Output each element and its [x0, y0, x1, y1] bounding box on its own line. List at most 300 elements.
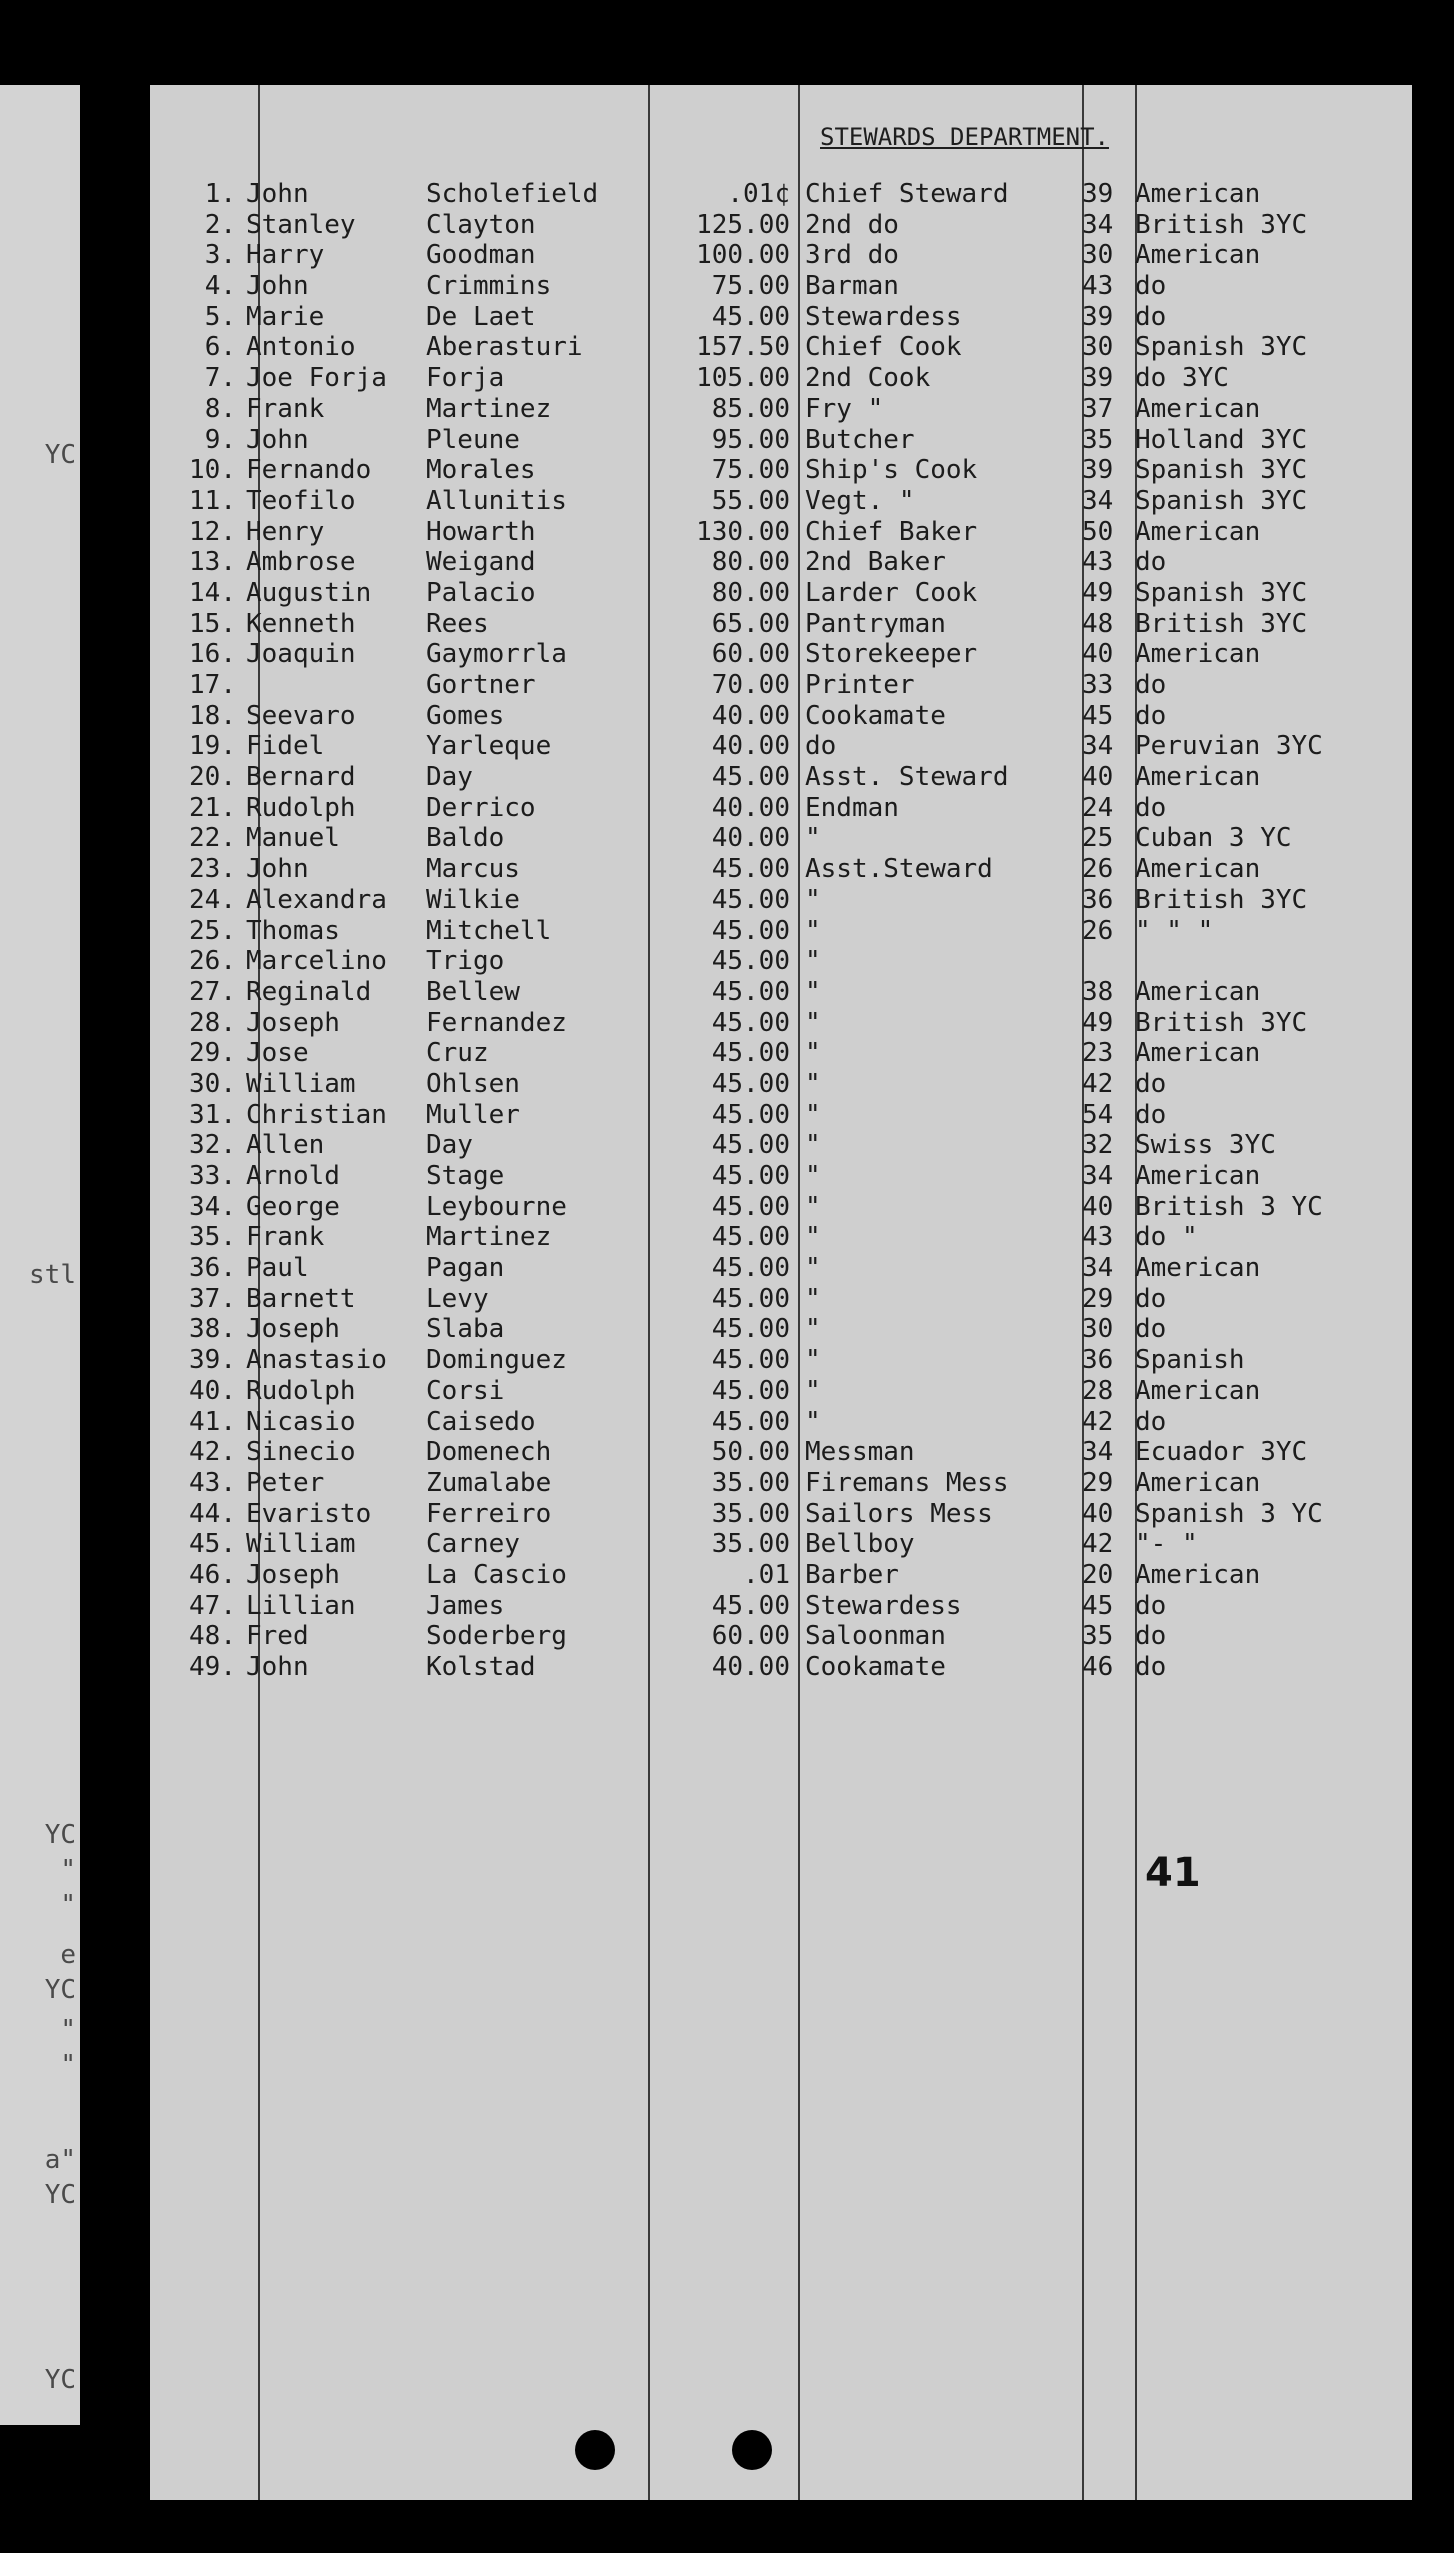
row-number-cell: 25.: [189, 915, 236, 946]
table-row: [150, 823, 1412, 854]
wage-cell: 45.00: [711, 1314, 790, 1345]
rating-cell: Chief Steward: [805, 179, 1009, 209]
row-number-cell: 38.: [189, 1314, 236, 1345]
last-name-cell: Kolstad: [426, 1652, 536, 1682]
row-number-cell: 26.: [189, 946, 236, 977]
row-number-cell: 2.: [204, 209, 236, 240]
rating-cell: do: [805, 731, 837, 762]
table-row: [150, 609, 1412, 640]
table-row: [150, 210, 1412, 241]
table-row: [150, 547, 1412, 578]
nationality-cell: American: [1135, 762, 1261, 793]
nationality-cell: do: [1135, 1068, 1167, 1099]
row-number-cell: 33.: [189, 1161, 236, 1191]
nationality-cell: American: [1135, 1375, 1261, 1406]
wage-cell: 45.00: [711, 762, 790, 793]
table-row: [150, 179, 1412, 210]
age-cell: 34: [1082, 485, 1114, 516]
last-name-cell: Baldo: [426, 823, 505, 854]
strip-fragment: stl: [29, 1260, 76, 1290]
first-name-cell: Kenneth: [246, 608, 356, 639]
row-number-cell: 48.: [189, 1621, 236, 1652]
wage-cell: 55.00: [711, 485, 790, 516]
rating-cell: ": [805, 1130, 821, 1161]
last-name-cell: Forja: [426, 363, 505, 394]
strip-fragment: e: [60, 1940, 76, 1970]
age-cell: 35: [1082, 424, 1114, 455]
wage-cell: 75.00: [711, 455, 790, 486]
first-name-cell: Rudolph: [246, 792, 356, 823]
wage-cell: 45.00: [711, 1161, 790, 1191]
last-name-cell: Pagan: [426, 1253, 505, 1284]
age-cell: 20: [1082, 1559, 1114, 1590]
first-name-cell: Henry: [246, 516, 325, 547]
wage-cell: 45.00: [711, 884, 790, 915]
table-row: [150, 1529, 1412, 1560]
wage-cell: 60.00: [711, 639, 790, 670]
rating-cell: ": [805, 976, 821, 1007]
first-name-cell: Teofilo: [246, 485, 356, 516]
rating-cell: Cookamate: [805, 1652, 946, 1682]
wage-cell: .01: [743, 1559, 790, 1590]
table-row: [150, 1069, 1412, 1100]
rating-cell: ": [805, 1099, 821, 1130]
nationality-cell: American: [1135, 1161, 1261, 1191]
nationality-cell: American: [1135, 240, 1261, 271]
last-name-cell: Dominguez: [426, 1345, 567, 1376]
age-cell: 38: [1082, 976, 1114, 1007]
table-row: [150, 1621, 1412, 1652]
first-name-cell: Joseph: [246, 1314, 340, 1345]
first-name-cell: Evaristo: [246, 1498, 372, 1529]
table-row: [150, 425, 1412, 456]
row-number-cell: 29.: [189, 1038, 236, 1069]
age-cell: 40: [1082, 1191, 1114, 1222]
nationality-cell: American: [1135, 1038, 1261, 1069]
first-name-cell: Frank: [246, 1222, 325, 1253]
table-row: [150, 670, 1412, 701]
table-row: [150, 1008, 1412, 1039]
wage-cell: 85.00: [711, 393, 790, 424]
last-name-cell: Marcus: [426, 854, 520, 885]
rating-cell: ": [805, 1191, 821, 1222]
last-name-cell: Levy: [426, 1283, 489, 1314]
table-row: [150, 762, 1412, 793]
table-row: [150, 455, 1412, 486]
wage-cell: 40.00: [711, 700, 790, 731]
wage-cell: 45.00: [711, 1007, 790, 1038]
rating-cell: 3rd do: [805, 240, 899, 271]
wage-cell: 40.00: [711, 1652, 790, 1682]
age-cell: 39: [1082, 179, 1114, 209]
row-number-cell: 47.: [189, 1590, 236, 1621]
rating-cell: Barman: [805, 271, 899, 302]
age-cell: 33: [1082, 670, 1114, 700]
age-cell: 36: [1082, 1345, 1114, 1376]
first-name-cell: Reginald: [246, 976, 372, 1007]
wage-cell: 45.00: [711, 1345, 790, 1376]
nationality-cell: British 3YC: [1135, 884, 1308, 915]
first-name-cell: Marcelino: [246, 946, 387, 977]
first-name-cell: Joe Forja: [246, 363, 387, 394]
row-number-cell: 7.: [204, 363, 236, 394]
last-name-cell: Ferreiro: [426, 1498, 552, 1529]
wage-cell: 130.00: [696, 516, 790, 547]
nationality-cell: do: [1135, 1099, 1167, 1130]
first-name-cell: Sinecio: [246, 1437, 356, 1468]
row-number-cell: 23.: [189, 854, 236, 885]
table-row: [150, 1591, 1412, 1622]
nationality-cell: American: [1135, 639, 1261, 670]
rating-cell: Butcher: [805, 424, 915, 455]
first-name-cell: Peter: [246, 1467, 325, 1498]
row-number-cell: 17.: [189, 670, 236, 700]
row-number-cell: 11.: [189, 485, 236, 516]
age-cell: 39: [1082, 455, 1114, 486]
rating-cell: Stewardess: [805, 1590, 962, 1621]
rating-cell: ": [805, 1222, 821, 1253]
row-number-cell: 34.: [189, 1191, 236, 1222]
age-cell: 30: [1082, 332, 1114, 363]
last-name-cell: Fernandez: [426, 1007, 567, 1038]
nationality-cell: American: [1135, 854, 1261, 885]
punch-hole: [732, 2430, 772, 2470]
wage-cell: 45.00: [711, 854, 790, 885]
wage-cell: 50.00: [711, 1437, 790, 1468]
row-number-cell: 16.: [189, 639, 236, 670]
nationality-cell: American: [1135, 516, 1261, 547]
first-name-cell: Manuel: [246, 823, 340, 854]
wage-cell: 65.00: [711, 608, 790, 639]
row-number-cell: 49.: [189, 1652, 236, 1682]
strip-fragment: YC: [44, 1820, 76, 1850]
wage-cell: 35.00: [711, 1498, 790, 1529]
last-name-cell: Goodman: [426, 240, 536, 271]
first-name-cell: Alexandra: [246, 884, 387, 915]
table-row: [150, 1130, 1412, 1161]
age-cell: 23: [1082, 1038, 1114, 1069]
first-name-cell: Paul: [246, 1253, 309, 1284]
row-number-cell: 24.: [189, 884, 236, 915]
age-cell: 29: [1082, 1467, 1114, 1498]
rating-cell: Bellboy: [805, 1529, 915, 1560]
last-name-cell: James: [426, 1590, 505, 1621]
table-row: [150, 1253, 1412, 1284]
last-name-cell: Weigand: [426, 547, 536, 578]
nationality-cell: Ecuador 3YC: [1135, 1437, 1308, 1468]
nationality-cell: do 3YC: [1135, 363, 1229, 394]
row-number-cell: 12.: [189, 516, 236, 547]
rating-cell: Chief Cook: [805, 332, 962, 363]
age-cell: 45: [1082, 700, 1114, 731]
table-row: [150, 271, 1412, 302]
adjacent-page-strip: [0, 85, 80, 2425]
strip-fragment: ": [60, 2015, 76, 2045]
table-row: [150, 977, 1412, 1008]
last-name-cell: Zumalabe: [426, 1467, 552, 1498]
wage-cell: 80.00: [711, 547, 790, 578]
rating-cell: ": [805, 1038, 821, 1069]
age-cell: 49: [1082, 1007, 1114, 1038]
last-name-cell: Cruz: [426, 1038, 489, 1069]
row-number-cell: 27.: [189, 976, 236, 1007]
age-cell: 48: [1082, 608, 1114, 639]
rating-cell: 2nd do: [805, 209, 899, 240]
nationality-cell: Swiss 3YC: [1135, 1130, 1276, 1161]
table-row: [150, 1222, 1412, 1253]
nationality-cell: do ": [1135, 1222, 1198, 1253]
row-number-cell: 13.: [189, 547, 236, 578]
wage-cell: 95.00: [711, 424, 790, 455]
age-cell: 39: [1082, 363, 1114, 394]
age-cell: 40: [1082, 639, 1114, 670]
first-name-cell: Harry: [246, 240, 325, 271]
row-number-cell: 1.: [204, 179, 236, 209]
table-row: [150, 1161, 1412, 1192]
age-cell: 42: [1082, 1406, 1114, 1437]
last-name-cell: Martinez: [426, 393, 552, 424]
wage-cell: 45.00: [711, 1099, 790, 1130]
age-cell: 54: [1082, 1099, 1114, 1130]
row-number-cell: 36.: [189, 1253, 236, 1284]
wage-cell: 45.00: [711, 301, 790, 332]
table-row: [150, 302, 1412, 333]
rating-cell: ": [805, 884, 821, 915]
wage-cell: 105.00: [696, 363, 790, 394]
first-name-cell: William: [246, 1068, 356, 1099]
table-row: [150, 793, 1412, 824]
table-row: [150, 486, 1412, 517]
row-number-cell: 5.: [204, 301, 236, 332]
last-name-cell: Martinez: [426, 1222, 552, 1253]
first-name-cell: John: [246, 424, 309, 455]
wage-cell: 45.00: [711, 1406, 790, 1437]
wage-cell: 45.00: [711, 1283, 790, 1314]
wage-cell: 157.50: [696, 332, 790, 363]
row-number-cell: 32.: [189, 1130, 236, 1161]
nationality-cell: do: [1135, 792, 1167, 823]
row-number-cell: 4.: [204, 271, 236, 302]
last-name-cell: Ohlsen: [426, 1068, 520, 1099]
age-cell: 32: [1082, 1130, 1114, 1161]
wage-cell: 40.00: [711, 823, 790, 854]
wage-cell: 45.00: [711, 1191, 790, 1222]
first-name-cell: Augustin: [246, 577, 372, 608]
table-row: [150, 701, 1412, 732]
last-name-cell: Rees: [426, 608, 489, 639]
wage-cell: 60.00: [711, 1621, 790, 1652]
age-cell: 30: [1082, 240, 1114, 271]
table-row: [150, 1437, 1412, 1468]
first-name-cell: Joseph: [246, 1559, 340, 1590]
nationality-cell: do: [1135, 547, 1167, 578]
last-name-cell: Gortner: [426, 670, 536, 700]
last-name-cell: Soderberg: [426, 1621, 567, 1652]
nationality-cell: Peruvian 3YC: [1135, 731, 1323, 762]
last-name-cell: Caisedo: [426, 1406, 536, 1437]
age-cell: 34: [1082, 1253, 1114, 1284]
row-number-cell: 14.: [189, 577, 236, 608]
first-name-cell: Barnett: [246, 1283, 356, 1314]
first-name-cell: Joseph: [246, 1007, 340, 1038]
last-name-cell: Day: [426, 762, 473, 793]
rating-cell: ": [805, 1161, 821, 1191]
page-number: 41: [1145, 1850, 1201, 1896]
first-name-cell: John: [246, 179, 309, 209]
first-name-cell: Anastasio: [246, 1345, 387, 1376]
first-name-cell: Fidel: [246, 731, 325, 762]
first-name-cell: William: [246, 1529, 356, 1560]
row-number-cell: 35.: [189, 1222, 236, 1253]
first-name-cell: Bernard: [246, 762, 356, 793]
wage-cell: 40.00: [711, 731, 790, 762]
crew-list-sheet: [150, 85, 1412, 2500]
row-number-cell: 10.: [189, 455, 236, 486]
rating-cell: ": [805, 946, 821, 977]
last-name-cell: Gomes: [426, 700, 505, 731]
nationality-cell: Spanish: [1135, 1345, 1245, 1376]
first-name-cell: Stanley: [246, 209, 356, 240]
age-cell: 26: [1082, 915, 1114, 946]
age-cell: 43: [1082, 271, 1114, 302]
row-number-cell: 3.: [204, 240, 236, 271]
first-name-cell: John: [246, 854, 309, 885]
rating-cell: Larder Cook: [805, 577, 978, 608]
last-name-cell: Morales: [426, 455, 536, 486]
wage-cell: 45.00: [711, 915, 790, 946]
last-name-cell: Bellew: [426, 976, 520, 1007]
last-name-cell: Trigo: [426, 946, 505, 977]
age-cell: 36: [1082, 884, 1114, 915]
nationality-cell: American: [1135, 393, 1261, 424]
rating-cell: Firemans Mess: [805, 1467, 1009, 1498]
last-name-cell: Yarleque: [426, 731, 552, 762]
row-number-cell: 40.: [189, 1375, 236, 1406]
nationality-cell: do: [1135, 700, 1167, 731]
nationality-cell: do: [1135, 1406, 1167, 1437]
row-number-cell: 18.: [189, 700, 236, 731]
nationality-cell: American: [1135, 976, 1261, 1007]
wage-cell: 45.00: [711, 1130, 790, 1161]
rating-cell: Endman: [805, 792, 899, 823]
row-number-cell: 8.: [204, 393, 236, 424]
strip-fragment: ": [60, 2050, 76, 2080]
table-row: [150, 916, 1412, 947]
first-name-cell: Allen: [246, 1130, 325, 1161]
nationality-cell: do: [1135, 1590, 1167, 1621]
wage-cell: .01¢: [727, 179, 790, 209]
first-name-cell: Rudolph: [246, 1375, 356, 1406]
table-row: [150, 394, 1412, 425]
rating-cell: ": [805, 1007, 821, 1038]
row-number-cell: 42.: [189, 1437, 236, 1468]
nationality-cell: do: [1135, 271, 1167, 302]
rating-cell: ": [805, 1253, 821, 1284]
nationality-cell: American: [1135, 1253, 1261, 1284]
rating-cell: Chief Baker: [805, 516, 978, 547]
table-row: [150, 1345, 1412, 1376]
last-name-cell: Muller: [426, 1099, 520, 1130]
age-cell: 46: [1082, 1652, 1114, 1682]
table-row: [150, 1376, 1412, 1407]
strip-fragment: YC: [44, 2365, 76, 2395]
nationality-cell: Spanish 3YC: [1135, 485, 1308, 516]
age-cell: 43: [1082, 1222, 1114, 1253]
last-name-cell: Crimmins: [426, 271, 552, 302]
department-heading: STEWARDS DEPARTMENT.: [820, 123, 1109, 151]
rating-cell: 2nd Baker: [805, 547, 946, 578]
rating-cell: Storekeeper: [805, 639, 978, 670]
strip-fragment: a": [44, 2145, 76, 2175]
first-name-cell: Lillian: [246, 1590, 356, 1621]
first-name-cell: Nicasio: [246, 1406, 356, 1437]
first-name-cell: Ambrose: [246, 547, 356, 578]
last-name-cell: La Cascio: [426, 1559, 567, 1590]
row-number-cell: 31.: [189, 1099, 236, 1130]
wage-cell: 80.00: [711, 577, 790, 608]
age-cell: 34: [1082, 209, 1114, 240]
age-cell: 43: [1082, 547, 1114, 578]
nationality-cell: "- ": [1135, 1529, 1198, 1560]
row-number-cell: 41.: [189, 1406, 236, 1437]
first-name-cell: Fernando: [246, 455, 372, 486]
nationality-cell: do: [1135, 1283, 1167, 1314]
rating-cell: ": [805, 1406, 821, 1437]
nationality-cell: British 3YC: [1135, 1007, 1308, 1038]
age-cell: 24: [1082, 792, 1114, 823]
rating-cell: Stewardess: [805, 301, 962, 332]
first-name-cell: John: [246, 271, 309, 302]
last-name-cell: Stage: [426, 1161, 505, 1191]
last-name-cell: Domenech: [426, 1437, 552, 1468]
table-row: [150, 578, 1412, 609]
row-number-cell: 19.: [189, 731, 236, 762]
last-name-cell: Slaba: [426, 1314, 505, 1345]
table-row: [150, 1038, 1412, 1069]
age-cell: 42: [1082, 1529, 1114, 1560]
last-name-cell: Derrico: [426, 792, 536, 823]
last-name-cell: Palacio: [426, 577, 536, 608]
wage-cell: 35.00: [711, 1467, 790, 1498]
age-cell: 40: [1082, 1498, 1114, 1529]
table-row: [150, 1314, 1412, 1345]
nationality-cell: Spanish 3YC: [1135, 332, 1308, 363]
rating-cell: Fry ": [805, 393, 884, 424]
row-number-cell: 37.: [189, 1283, 236, 1314]
rating-cell: Vegt. ": [805, 485, 915, 516]
first-name-cell: Fred: [246, 1621, 309, 1652]
rating-cell: Ship's Cook: [805, 455, 978, 486]
age-cell: 40: [1082, 762, 1114, 793]
nationality-cell: Spanish 3YC: [1135, 577, 1308, 608]
first-name-cell: John: [246, 1652, 309, 1682]
table-row: [150, 885, 1412, 916]
nationality-cell: " " ": [1135, 915, 1214, 946]
row-number-cell: 44.: [189, 1498, 236, 1529]
age-cell: 29: [1082, 1283, 1114, 1314]
punch-hole: [575, 2430, 615, 2470]
rating-cell: ": [805, 1314, 821, 1345]
age-cell: 35: [1082, 1621, 1114, 1652]
row-number-cell: 45.: [189, 1529, 236, 1560]
nationality-cell: Spanish 3YC: [1135, 455, 1308, 486]
age-cell: 25: [1082, 823, 1114, 854]
nationality-cell: Holland 3YC: [1135, 424, 1308, 455]
wage-cell: 70.00: [711, 670, 790, 700]
age-cell: 34: [1082, 1161, 1114, 1191]
table-row: [150, 639, 1412, 670]
row-number-cell: 39.: [189, 1345, 236, 1376]
